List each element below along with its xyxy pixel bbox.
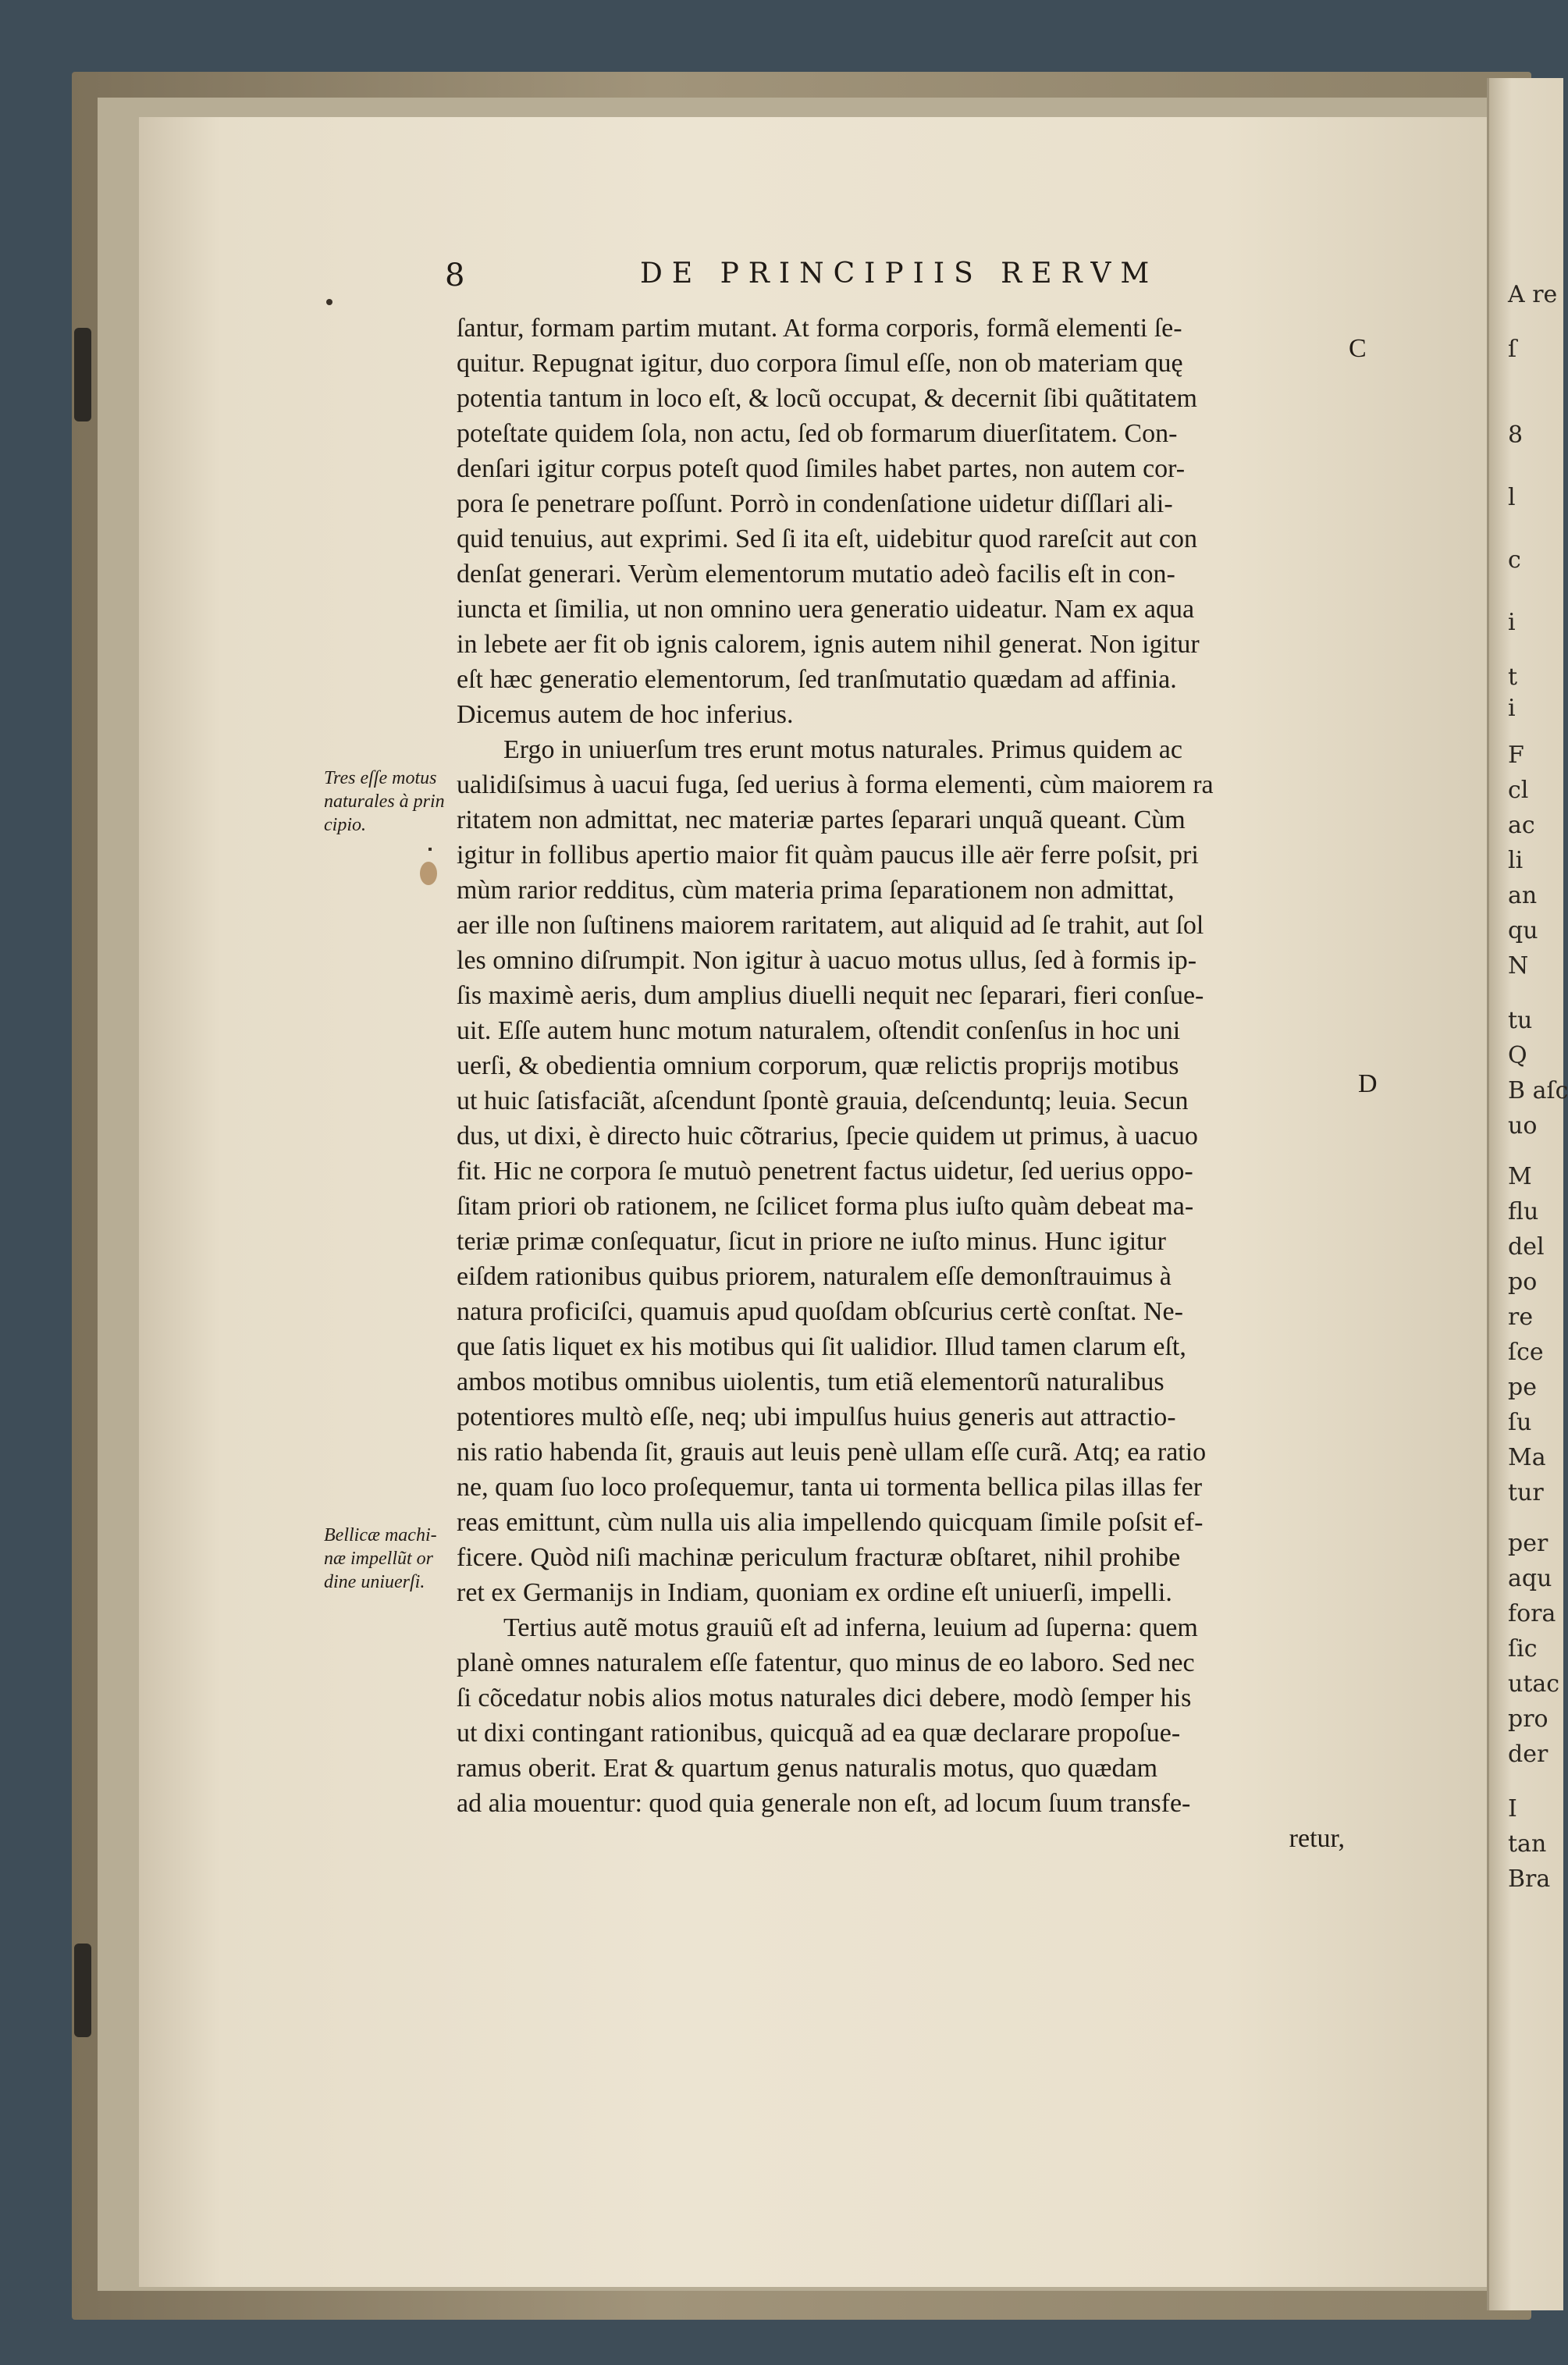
facing-fragment: l [1508,484,1516,511]
marginal-note-motions [324,766,445,837]
paper-stain [420,862,437,885]
main-text-block [457,311,1354,1856]
facing-fragment: po [1508,1268,1538,1296]
facing-fragment: an [1508,882,1538,909]
facing-fragment: t [1508,663,1518,691]
marginal-note-line: næ impellũt or [324,1549,434,1569]
paragraph-first-line: Tertius autẽ motus grauiũ eſt ad inferna, leuium ad ſuperna: quem [503,1613,1198,1642]
facing-fragment: c [1508,546,1521,574]
facing-fragment: I [1508,1795,1517,1823]
text-line: planè omnes naturalem eſſe fatentur, quo minus de eo laboro. Sed nec [457,1648,1195,1677]
facing-fragment: fora [1508,1600,1556,1627]
facing-recto-edge [1487,78,1563,2310]
text-line: eſt hæc generatio elementorum, ſed tranſmutatio quædam ad affinia. [457,665,1177,694]
facing-fragment: flu [1508,1198,1539,1225]
text-line: denſari igitur corpus poteſt quod ſimiles habet partes, non autem cor- [457,454,1186,483]
text-line: ritatem non admittat, nec materiæ partes ſeparari unquã queant. Cùm [457,806,1186,834]
text-line: igitur in follibus apertio maior fit quàm paucus ille aër ferre poſsit, pri [457,841,1199,870]
facing-fragment: tan [1508,1830,1547,1858]
text-line: que ſatis liquet ex his motibus qui ſit ualidior. Illud tamen clarum eſt, [457,1332,1186,1361]
text-line: ne, quam ſuo loco proſequemur, tanta ui tormenta bellica pilas illas fer [457,1473,1203,1502]
text-line: ualidiſsimus à uacui fuga, ſed uerius à forma elementi, cùm maiorem ra [457,770,1214,799]
facing-fragment: pe [1508,1374,1537,1401]
marginal-note-line: naturales à prin [324,791,445,812]
facing-fragment: i [1508,609,1516,636]
text-line: poteſtate quidem ſola, non actu, ſed ob formarum diuerſitatem. Con- [457,419,1178,448]
text-line: potentiores multò eſſe, neq; ubi impulſus huius generis aut attractio- [457,1403,1176,1431]
text-line: quid tenuius, aut exprimi. Sed ſi ita eſt, uidebitur quod rareſcit aut con [457,525,1197,553]
text-line: ut huic ſatisfaciãt, aſcendunt ſpontè grauia, deſcenduntq; leuia. Secun [457,1086,1189,1115]
facing-fragment: tur [1508,1479,1544,1506]
text-line: Dicemus autem de hoc inferius. [457,700,794,729]
facing-fragment: N [1508,952,1529,980]
text-line: fit. Hic ne corpora ſe mutuò penetrent factus uidetur, ſed uerius oppo- [457,1157,1193,1186]
text-line: ſantur, formam partim mutant. At forma corporis, formã elementi ſe- [457,314,1182,343]
facing-fragment: del [1508,1233,1545,1261]
section-letter-c: C [1349,334,1367,363]
facing-fragment: re [1508,1303,1534,1331]
text-line: natura proficiſci, quamuis apud quoſdam obſcurius certè conſtat. Ne- [457,1297,1183,1326]
text-line: eiſdem rationibus quibus priorem, naturalem eſſe demonſtrauimus à [457,1262,1172,1291]
facing-fragment: cl [1508,777,1529,804]
text-line: potentia tantum in loco eſt, & locũ occupat, & decernit ſibi quãtitatem [457,384,1197,413]
running-head: DE PRINCIPIIS RERVM [640,258,1159,290]
binding-clasp-bottom [74,1944,91,2037]
facing-fragment: ſce [1508,1339,1544,1366]
facing-fragment: utac [1508,1670,1560,1698]
ink-dot [326,299,332,305]
facing-fragment: 8 [1508,421,1524,449]
ink-speck [428,848,432,851]
facing-fragment: li [1508,847,1524,874]
facing-fragment: B aſc [1508,1077,1568,1104]
text-line: pora ſe penetrare poſſunt. Porrò in condenſatione uidetur diſſlari ali- [457,489,1173,518]
facing-fragment: ſ [1508,336,1517,363]
facing-fragment: tu [1508,1007,1533,1034]
facing-fragment: uo [1508,1112,1538,1140]
text-line: ret ex Germanijs in Indiam, quoniam ex ordine eſt uniuerſi, impelli. [457,1578,1172,1607]
text-line: reas emittunt, cùm nulla uis alia impellendo quicquam ſimile poſsit ef- [457,1508,1204,1537]
text-line: ſis maximè aeris, dum amplius diuelli nequit nec ſeparari, fieri conſue- [457,981,1204,1010]
marginal-note-line: dine uniuerſi. [324,1572,425,1592]
paragraph-first-line: Ergo in uniuerſum tres erunt motus naturales. Primus quidem ac [503,735,1182,764]
text-line: teriæ primæ conſequatur, ſicut in priore ne iuſto minus. Hunc igitur [457,1227,1166,1256]
facing-fragment: der [1508,1741,1548,1768]
marginal-note-line: Tres eſſe motus [324,768,437,788]
text-line: in lebete aer fit ob ignis calorem, ignis autem nihil generat. Non igitur [457,630,1200,659]
facing-fragment: pro [1508,1705,1548,1733]
catchword: retur, [1289,1824,1345,1853]
facing-fragment: qu [1508,917,1538,944]
text-line: les omnino diſrumpit. Non igitur à uacuo motus ullus, ſed à formis ip- [457,946,1197,975]
text-line: denſat generari. Verùm elementorum mutatio adeò facilis eſt in con- [457,560,1175,589]
page-number: 8 [445,258,465,293]
facing-fragment: ac [1508,812,1535,839]
facing-fragment: ſic [1508,1635,1538,1663]
text-line: ficere. Quòd niſi machinæ periculum fracturæ obſtaret, nihil prohibe [457,1543,1181,1572]
text-line: ſi cõcedatur nobis alios motus naturales dici debere, modò ſemper his [457,1684,1192,1712]
text-line: uit. Eſſe autem hunc motum naturalem, oſtendit conſenſus in hoc uni [457,1016,1181,1045]
text-line: ramus oberit. Erat & quartum genus naturalis motus, quo quædam [457,1754,1158,1783]
facing-fragment: i [1508,695,1516,722]
text-line: mùm rarior redditus, cùm materia prima ſeparationem non admittat, [457,876,1175,905]
facing-fragment: F [1508,742,1524,769]
text-line: ut dixi contingant rationibus, quicquã ad ea quæ declarare propoſue- [457,1719,1181,1748]
facing-fragment: M [1508,1163,1532,1190]
facing-fragment: per [1508,1530,1548,1557]
text-line: ambos motibus omnibus uiolentis, tum etiã elementorũ naturalibus [457,1367,1164,1396]
marginal-note-war-machines [324,1524,437,1594]
text-line: nis ratio habenda ſit, grauis aut leuis penè ullam eſſe curã. Atq; ea ratio [457,1438,1207,1467]
facing-fragment: ſu [1508,1409,1532,1436]
marginal-note-line: cipio. [324,815,366,835]
text-line: aer ille non ſuſtinens maiorem raritatem, aut aliquid ad ſe trahit, aut ſol [457,911,1204,940]
marginal-note-line: Bellicæ machi- [324,1525,437,1545]
text-line: iuncta et ſimilia, ut non omnino uera generatio uideatur. Nam ex aqua [457,595,1195,624]
text-line: quitur. Repugnat igitur, duo corpora ſimul eſſe, non ob materiam quę [457,349,1183,378]
text-line: uerſi, & obedientia omnium corporum, quæ relictis proprijs motibus [457,1051,1179,1080]
section-letter-d: D [1358,1069,1378,1098]
facing-fragment: aqu [1508,1565,1552,1592]
facing-fragment: Q [1508,1042,1527,1069]
text-line: ad alia mouentur: quod quia generale non eſt, ad locum ſuum transfe- [457,1789,1191,1818]
binding-clasp-top [74,328,91,421]
text-line: ſitam priori ob rationem, ne ſcilicet forma plus iuſto quàm debeat ma- [457,1192,1194,1221]
text-line: dus, ut dixi, è directo huic cõtrarius, ſpecie quidem ut primus, à uacuo [457,1122,1198,1150]
facing-fragment: A re [1508,281,1558,308]
facing-fragment: Ma [1508,1444,1546,1471]
facing-fragment: Bra [1508,1865,1551,1893]
